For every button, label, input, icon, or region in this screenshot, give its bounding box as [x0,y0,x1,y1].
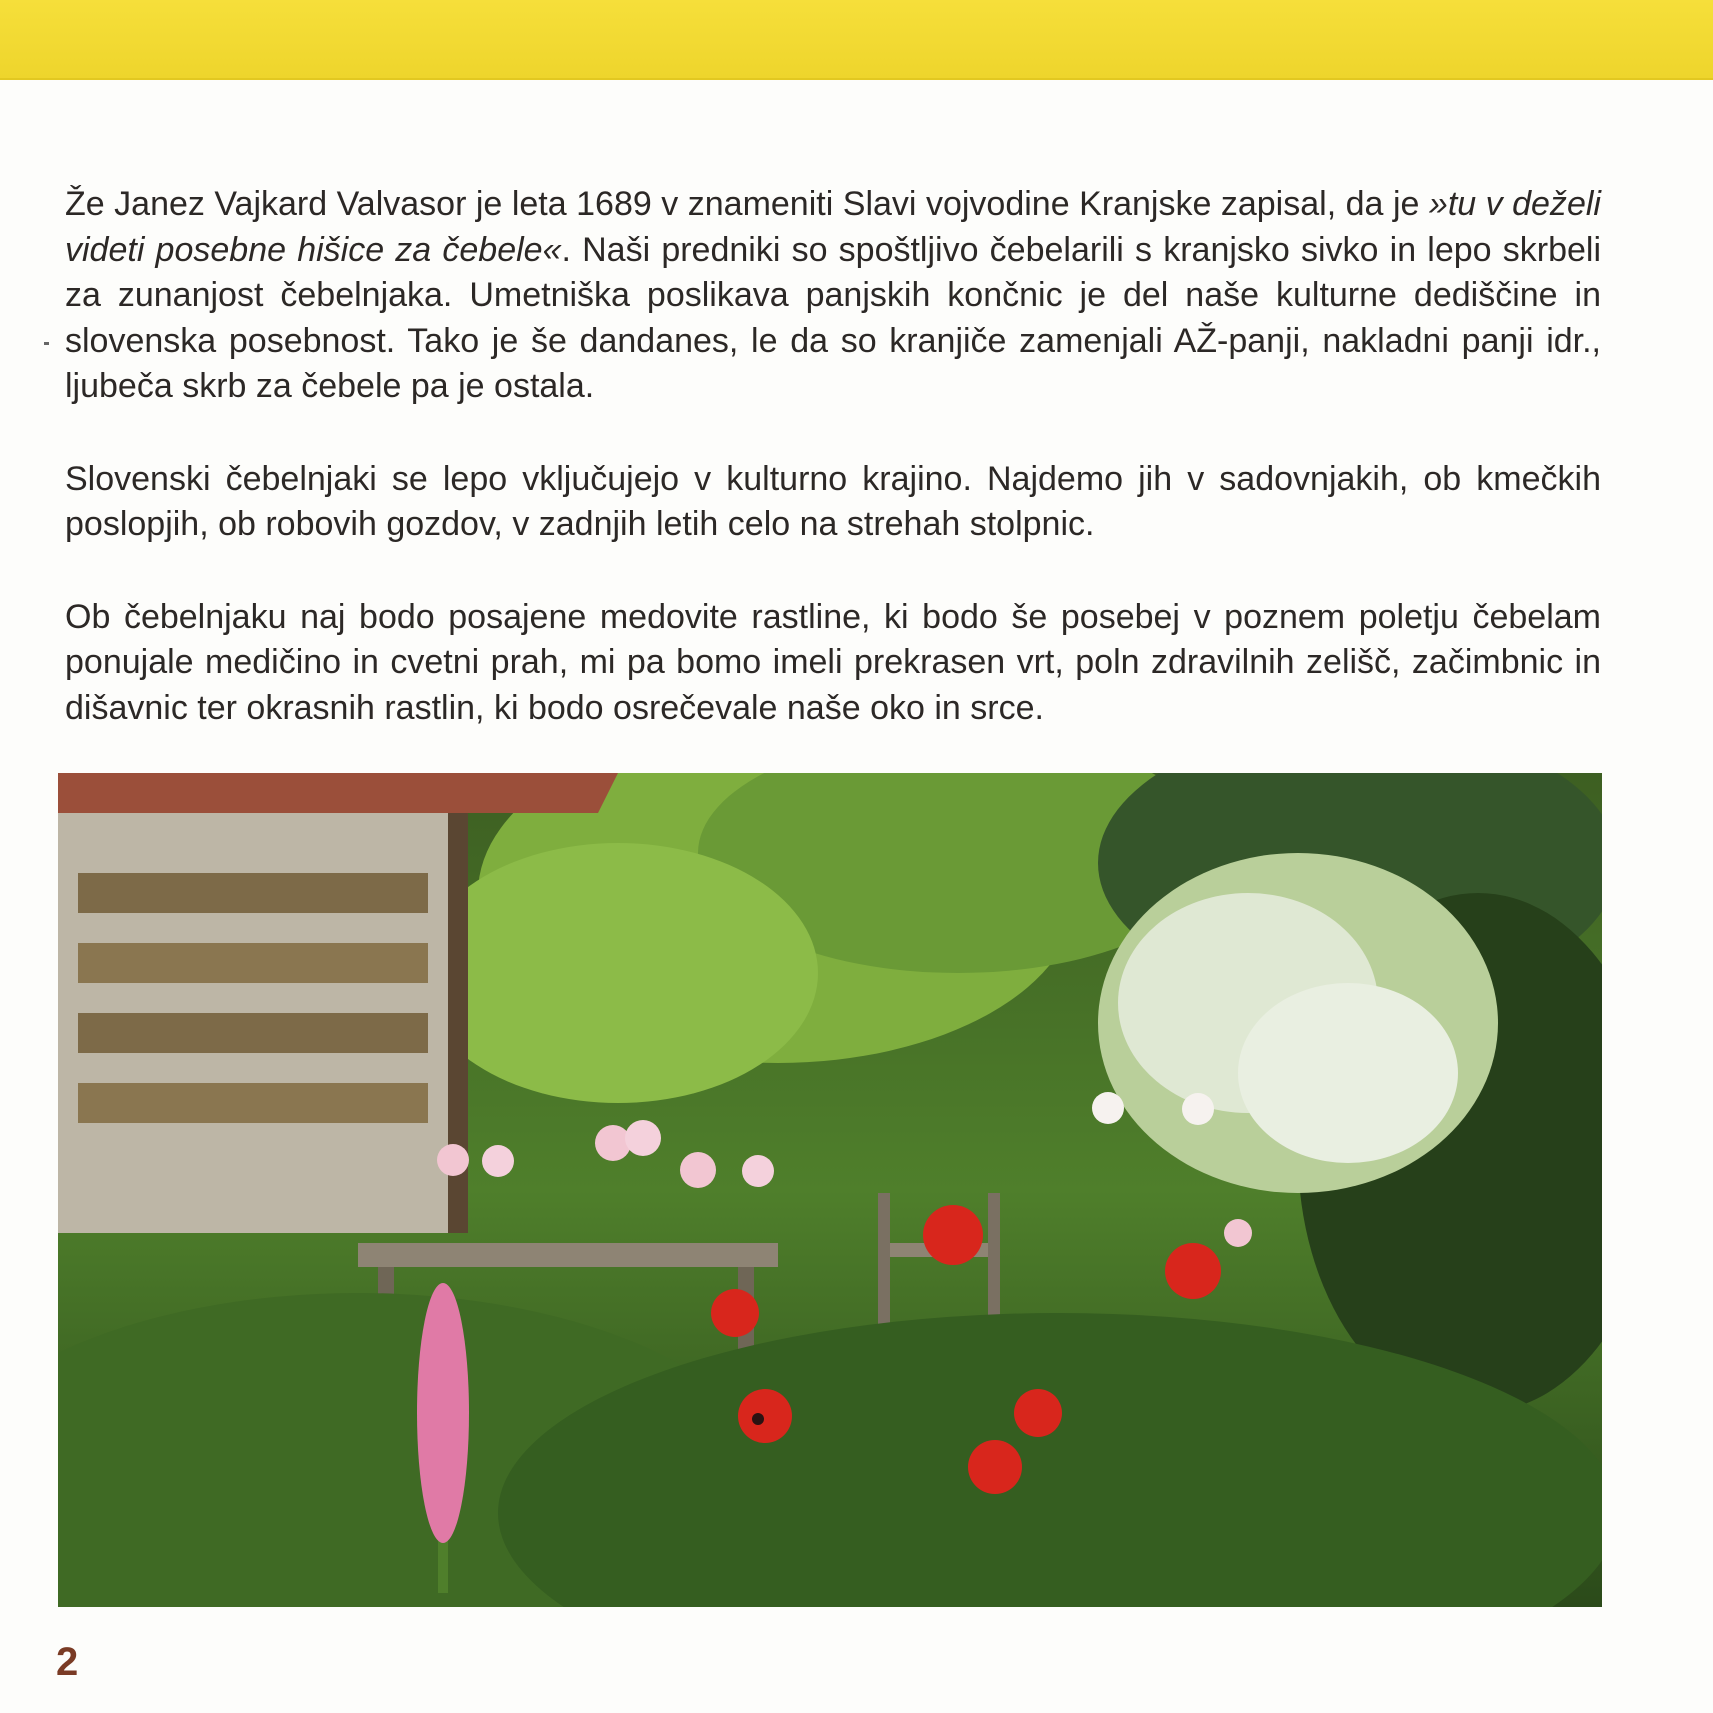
page-number: 2 [56,1640,79,1684]
paragraph-1-part-1: Že Janez Vajkard Valvasor je leta 1689 v znameniti Slavi vojvodine Kranjske zapisal, da je [65,185,1429,223]
garden-illustration [58,773,1602,1607]
paragraph-1-quote: »tu v deželi videti posebne hišice za čebele« [65,185,1601,269]
scan-mark [44,342,49,345]
body-text [65,182,1601,731]
paragraph-1-part-2: . Naši predniki so spoštljivo čebelarili s kranjsko sivko in lepo skrbeli za zunanjost čebelnjaka. Umetniška poslikava panjskih končnic je del naše kulturne dediščine in slovenska posebnost. Tako je še dandanes, le da so kranjiče zamenjali AŽ-panji, nakladni panji idr., ljubeča skrb za čebele pa je ostala. [65,230,1602,405]
paragraph-honey-plants: Ob čebelnjaku naj bodo posajene medovite rastline, ki bodo še posebej v poznem poletju čebelam ponujale medičino in cvetni prah, mi pa bomo imeli prekrasen vrt, poln zdravilnih zelišč, začimbnic in dišavnic ter okrasnih rastlin, ki bodo osrečevale naše oko in srce. [65,597,1601,727]
paragraph-valvasor [65,182,1601,410]
yellow-top-band [0,0,1713,80]
garden-photo [58,773,1602,1607]
paragraph-landscape: Slovenski čebelnjaki se lepo vključujejo v kulturno krajino. Najdemo jih v sadovnjakih, ob kmečkih poslopjih, ob robovih gozdov, v zadnjih letih celo na strehah stolpnic. [65,459,1601,543]
